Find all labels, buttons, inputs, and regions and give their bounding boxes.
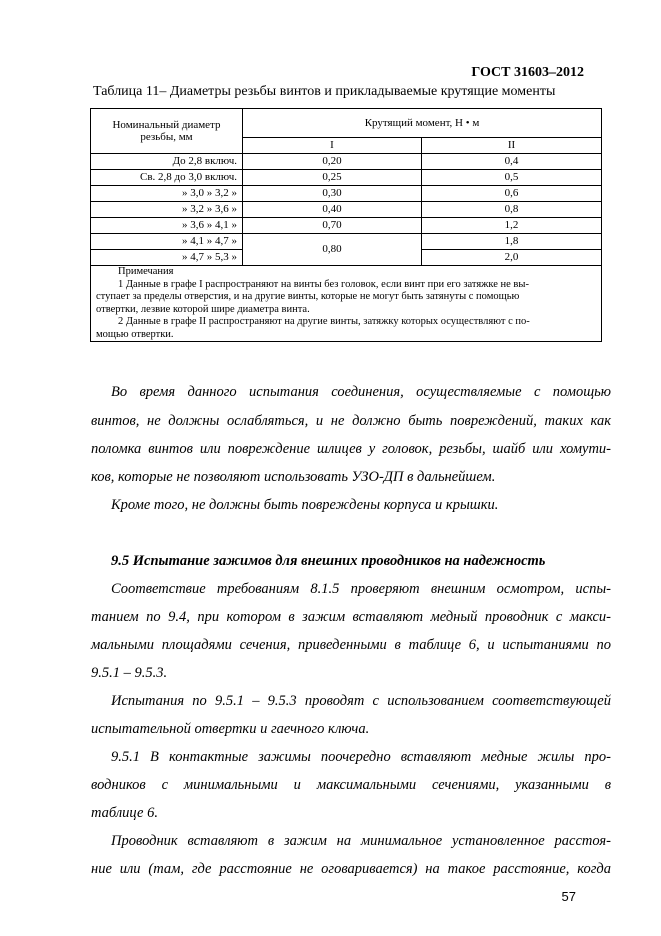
table-row	[91, 170, 602, 186]
table-row	[91, 154, 602, 170]
table-row	[91, 218, 602, 234]
paragraph-line: Соответствие требованиям 8.1.5 проверяют внешним осмотром, испы-	[111, 581, 611, 597]
paragraph-line: Испытания по 9.5.1 – 9.5.3 проводят с использованием соответствующей	[111, 693, 611, 709]
paragraph-line: водников с минимальными и максимальными сечениями, указанными в	[91, 777, 611, 793]
torque-I-cell: 0,25	[243, 170, 422, 186]
torque-I-cell: 0,70	[243, 218, 422, 234]
torque-II-cell: 1,8	[422, 234, 602, 250]
diameter-cell: » 4,1 » 4,7 »	[91, 234, 243, 250]
torque-II-cell: 0,5	[422, 170, 602, 186]
notes-title: Примечания	[118, 266, 174, 277]
header-col-II: II	[422, 138, 602, 154]
paragraph-line: Во время данного испытания соединения, осуществляемые с помощью	[111, 384, 611, 400]
paragraph-line: 9.5.1 – 9.5.3.	[91, 665, 168, 681]
diameter-cell: Св. 2,8 до 3,0 включ.	[91, 170, 243, 186]
paragraph-line: ков, которые не позволяют использовать УЗО-ДП в дальнейшем.	[91, 469, 496, 485]
diameter-cell: » 3,6 » 4,1 »	[91, 218, 243, 234]
torque-II-cell: 1,2	[422, 218, 602, 234]
paragraph-line: испытательной отвертки и гаечного ключа.	[91, 721, 370, 737]
torque-II-cell: 0,6	[422, 186, 602, 202]
note-2-line-1: 2 Данные в графе II распространяют на другие винты, затяжку которых осуществляют с по-	[118, 316, 530, 327]
torque-table	[90, 108, 602, 342]
table-caption: Таблица 11– Диаметры резьбы винтов и прикладываемые крутящие моменты	[93, 84, 556, 99]
diameter-cell: » 4,7 » 5,3 »	[91, 250, 243, 266]
paragraph-line: винтов, не должны ослабляться, и не должно быть повреждений, таких как	[91, 413, 611, 429]
paragraph-line: танием по 9.4, при котором в зажим вставляют медный проводник с макси-	[91, 609, 611, 625]
diameter-cell: До 2,8 включ.	[91, 154, 243, 170]
paragraph-line: мальными площадями сечения, приведенными в таблице 6, и испытаниями по	[91, 637, 611, 653]
header-col-I: I	[243, 138, 422, 154]
paragraph-line: Проводник вставляют в зажим на минимальное установленное расстоя-	[111, 833, 611, 849]
header-nominal-diameter: Номинальный диаметр резьбы, мм	[91, 109, 243, 154]
document-code: ГОСТ 31603–2012	[471, 65, 584, 80]
note-1-line-1: 1 Данные в графе I распространяют на винты без головок, если винт при его затяжке не вы-	[118, 278, 529, 290]
paragraph-line: таблице 6.	[91, 805, 158, 821]
table-row	[91, 186, 602, 202]
table-notes	[91, 266, 602, 342]
section-title: 9.5 Испытание зажимов для внешних проводников на надежность	[111, 553, 546, 569]
note-2-line-2: мощью отвертки.	[96, 328, 174, 340]
torque-I-cell: 0,80	[243, 234, 422, 266]
header-torque: Крутящий момент, Н • м	[243, 109, 602, 138]
paragraph-line: ние или (там, где расстояние не оговаривается) на такое расстояние, когда	[91, 861, 611, 877]
torque-II-cell: 0,4	[422, 154, 602, 170]
note-1-line-3: отвертки, лезвие которой шире диаметра винта.	[96, 303, 310, 315]
torque-I-cell: 0,20	[243, 154, 422, 170]
page-number: 57	[561, 889, 576, 904]
diameter-cell: » 3,2 » 3,6 »	[91, 202, 243, 218]
paragraph-line: Кроме того, не должны быть повреждены корпуса и крышки.	[111, 497, 499, 513]
torque-II-cell: 2,0	[422, 250, 602, 266]
torque-I-cell: 0,30	[243, 186, 422, 202]
table-row	[91, 234, 602, 250]
note-1-line-2: ступает за пределы отверстия, и на другие винты, которые не могут быть затянуты с помощью	[96, 291, 520, 302]
torque-I-cell: 0,40	[243, 202, 422, 218]
paragraph-line: поломка винтов или повреждение шлицев у головок, резьбы, шайб или хомути-	[91, 441, 611, 457]
paragraph-line: 9.5.1 В контактные зажимы поочередно вставляют медные жилы про-	[111, 749, 611, 765]
torque-II-cell: 0,8	[422, 202, 602, 218]
diameter-cell: » 3,0 » 3,2 »	[91, 186, 243, 202]
table-row	[91, 202, 602, 218]
